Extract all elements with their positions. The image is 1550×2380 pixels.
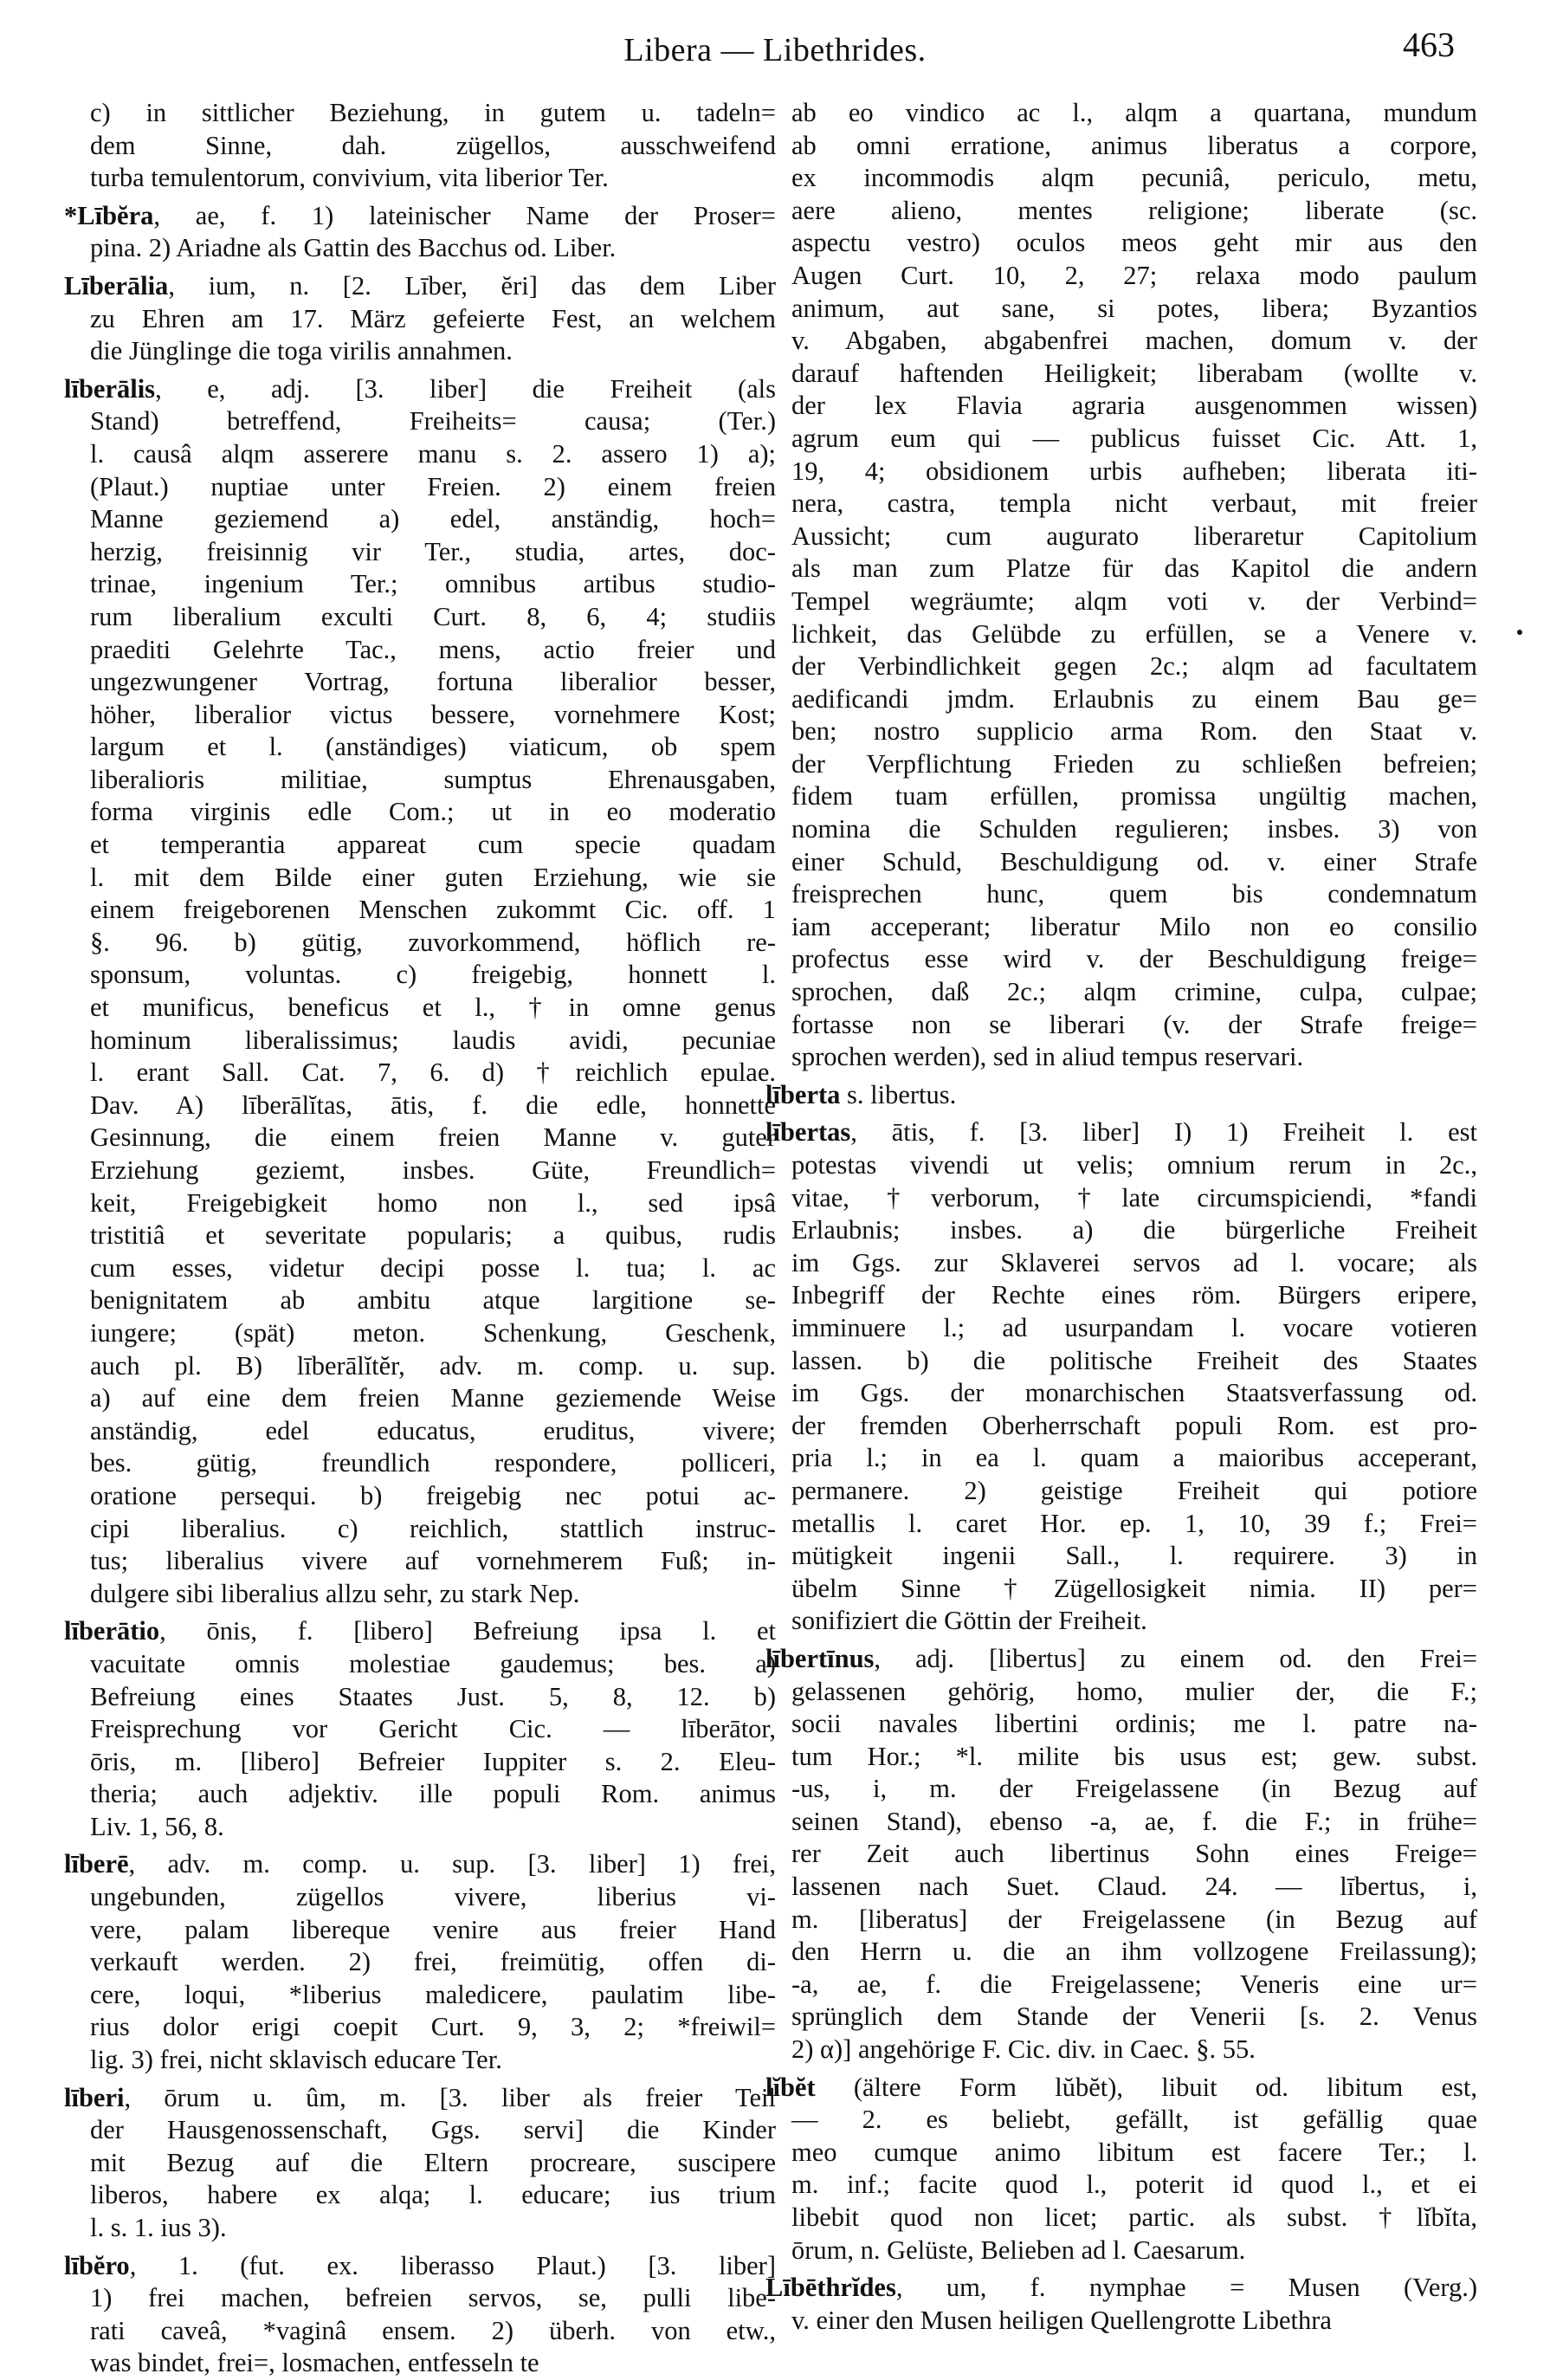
entry-line: Freisprechung vor Gericht Cic. — līberātor, (90, 1714, 776, 1744)
entry-line: metallis l. caret Hor. ep. 1, 10, 39 f.; Frei= (791, 1508, 1477, 1538)
headword: līberē (64, 1849, 129, 1879)
entry-line: dem Sinne, dah. zügellos, ausschweifend (90, 130, 776, 160)
entry-line: als man zum Platze für das Kapitol die andern (791, 553, 1477, 584)
entry-headline: līberālis, e, adj. [3. liber] die Freiheit (als (64, 373, 776, 404)
entry-line: libebit quod non licet; partic. als subst. †lĭbĭta, (791, 2202, 1477, 2232)
entry-headline: lībertas, ātis, f. [3. liber] I) 1) Freiheit l. est (765, 1117, 1477, 1148)
entry-line: seinen Stand), ebenso -a, ae, f. die F.; in frühe= (791, 1806, 1477, 1836)
entry-headline: lĭbĕt (ältere Form lŭbĕt), libuit od. libitum est, (765, 2072, 1477, 2102)
headword: līberātio (64, 1616, 160, 1646)
entry-line: Befreiung eines Staates Just. 5, 8, 12. b) (90, 1681, 776, 1711)
entry-line: mütigkeit ingenii Sall., l. requirere. 3) in (791, 1541, 1477, 1571)
entry-line: herzig, freisinnig vir Ter., studia, artes, doc- (90, 536, 776, 566)
entry-line: sponsum, voluntas. c) freigebig, honnett l. (90, 960, 776, 990)
entry-line: forma virginis edle Com.; ut in eo moderatio (90, 797, 776, 827)
entry-line: m. inf.; facite quod l., poterit id quod l., et ei (791, 2170, 1477, 2200)
entry-line: nomina die Schulden regulieren; insbes. 3) von (791, 814, 1477, 844)
entry-line: theria; auch adjektiv. ille populi Rom. animus (90, 1779, 776, 1809)
entry-line: Aussicht; cum augurato liberaretur Capitolium (791, 521, 1477, 551)
entry-headline: līberta s. libertus. (765, 1079, 957, 1109)
entry-line: ab eo vindico ac l., alqm a quartana, mundum (791, 98, 1477, 127)
entry-line: meo cumque animo libitum est facere Ter.; l. (791, 2137, 1477, 2167)
left-column (64, 97, 776, 2380)
dictionary-entry (64, 2082, 776, 2245)
entry-line: Liv. 1, 56, 8. (90, 1811, 224, 1841)
entry-line: bes. gütig, freundlich respondere, polliceri, (90, 1448, 776, 1478)
entry-line: tum Hor.; *l. milite bis usus est; gew. subst. (791, 1741, 1477, 1771)
headword: līberi (64, 2082, 125, 2112)
entry-line: aspectu vestro) oculos meos geht mir aus den (791, 228, 1477, 258)
page-number: 463 (1403, 25, 1455, 64)
entry-line: ōrum, n. Gelüste, Belieben ad l. Caesarum. (791, 2234, 1246, 2265)
dictionary-entry (765, 2272, 1477, 2337)
entry-line: verkauft werden. 2) frei, freimütig, offen di- (90, 1947, 776, 1977)
entry-line: 2) α)] angehörige F. Cic. div. in Caec. §. 55. (791, 2034, 1256, 2065)
entry-line: übelm Sinne †Zügellosigkeit nimia. II) per= (791, 1573, 1477, 1603)
entry-line: lichkeit, das Gelübde zu erfüllen, se a Venere v. (791, 618, 1477, 649)
entry-line: praediti Gelehrte Tac., mens, actio freier und (90, 634, 776, 664)
dictionary-entry (765, 1643, 1477, 2066)
entry-line: cipi liberalius. c) reichlich, stattlich instruc- (90, 1513, 776, 1543)
entry-line: sprochen, daß 2c.; alqm crimine, culpa, culpae; (791, 977, 1477, 1007)
entry-line: gelassenen gehörig, homo, mulier der, die F.; (791, 1676, 1477, 1706)
headword: *Lībĕra (64, 200, 154, 230)
entry-line: rius dolor erigi coepit Curt. 9, 3, 2; *freiwil= (90, 2012, 776, 2042)
entry-line: im Ggs. zur Sklaverei servos ad l. vocare; als (791, 1247, 1477, 1277)
entry-line: turba temulentorum, convivium, vita liberior Ter. (90, 163, 609, 193)
entry-line: im Ggs. der monarchischen Staatsverfassung od. (791, 1378, 1477, 1408)
entry-line: pina. 2) Ariadne als Gattin des Bacchus od. Liber. (90, 233, 617, 263)
entry-line: rer Zeit auch libertinus Sohn eines Freige= (791, 1839, 1477, 1869)
entry-line: l. erant Sall. Cat. 7, 6. d) †reichlich epulae. (90, 1057, 776, 1088)
dictionary-entry (64, 270, 776, 368)
entry-line: der lex Flavia agraria ausgenommen wissen) (791, 391, 1477, 421)
entry-line: der fremden Oberherrschaft populi Rom. est pro- (791, 1410, 1477, 1440)
entry-line: ex incommodis alqm pecuniâ, periculo, metu, (791, 163, 1477, 193)
entry-line: zu Ehren am 17. März gefeierte Fest, an welchem (90, 303, 776, 333)
entry-line: vacuitate omnis molestiae gaudemus; bes. a) (90, 1648, 776, 1678)
headword: lībertas (765, 1117, 851, 1148)
dictionary-entry (765, 1079, 1477, 1112)
entry-line: cum esses, videtur decipi posse l. tua; l. ac (90, 1252, 776, 1283)
entry-line: — 2. es beliebt, gefällt, ist gefällig quae (791, 2105, 1477, 2135)
headword: lĭbĕt (765, 2072, 816, 2102)
dictionary-entry (765, 2072, 1477, 2267)
entry-line: einem freigeborenen Menschen zukommt Cic. off. 1 (90, 895, 776, 925)
entry-line: ben; nostro supplicio arma Rom. den Staat v. (791, 716, 1477, 747)
dictionary-entry (64, 1848, 776, 2076)
entry-line: sprochen werden), sed in aliud tempus reservari. (791, 1042, 1304, 1072)
entry-line: tristitiâ et severitate popularis; a quibus, rudis (90, 1220, 776, 1251)
running-title: Libera — Libethrides. (623, 32, 927, 68)
entry-line: Stand) betreffend, Freiheits= causa; (Ter.) (90, 406, 776, 437)
entry-line: -a, ae, f. die Freigelassene; Veneris eine ur= (791, 1969, 1477, 1999)
entry-headline: līberē, adv. m. comp. u. sup. [3. liber] 1) frei, (64, 1849, 776, 1879)
dictionary-entry (64, 373, 776, 1611)
headword: līberālis (64, 373, 156, 404)
entry-line: l. mit dem Bilde einer guten Erziehung, wie sie (90, 862, 776, 892)
entry-line: 19, 4; obsidionem urbis aufheben; liberata iti- (791, 456, 1477, 486)
entry-line: sonifiziert die Göttin der Freiheit. (791, 1606, 1147, 1636)
entry-line: a) auf eine dem freien Manne geziemende Weise (90, 1383, 776, 1413)
entry-line: den Herrn u. die an ihm vollzogene Freilassung); (791, 1937, 1477, 1967)
entry-line: l. causâ alqm asserere manu s. 2. assero 1) a); (90, 438, 776, 469)
headword: lībertīnus (765, 1643, 875, 1673)
entry-line: ungezwungener Vortrag, fortuna liberalior besser, (90, 667, 776, 697)
entry-line: benignitatem ab ambitu atque largitione se- (90, 1285, 776, 1316)
entry-line: fortasse non se liberari (v. der Strafe freige= (791, 1009, 1477, 1039)
print-speck (1517, 630, 1522, 635)
entry-headline: lībertīnus, adj. [libertus] zu einem od. den Frei= (765, 1643, 1477, 1673)
entry-line: keit, Freigebigkeit homo non l., sed ipsâ (90, 1187, 776, 1218)
entry-headline: līberi, ōrum u. ûm, m. [3. liber als freier Teil (64, 2082, 776, 2112)
entry-line: socii navales libertini ordinis; me l. patre na- (791, 1709, 1477, 1739)
entry-line: Erziehung geziemt, insbes. Güte, Freundlich= (90, 1155, 776, 1185)
entry-line: fidem tuam erfüllen, promissa ungültig machen, (791, 781, 1477, 812)
dictionary-entry (76, 97, 776, 195)
entry-headline: lībĕro, 1. (fut. ex. liberasso Plaut.) [3. liber] (64, 2250, 776, 2280)
entry-line: anständig, edel educatus, eruditus, vivere; (90, 1415, 776, 1445)
entry-line: et munificus, beneficus et l., †in omne genus (90, 993, 776, 1023)
entry-line: potestas vivendi ut velis; omnium rerum in 2c., (791, 1150, 1477, 1180)
entry-line: profectus esse wird v. der Beschuldigung freige= (791, 944, 1477, 974)
entry-line: imminuere l.; ad usurpandam l. vocare votieren (791, 1312, 1477, 1342)
dictionary-entry (64, 1615, 776, 1843)
entry-line: permanere. 2) geistige Freiheit qui potiore (791, 1475, 1477, 1505)
headword: līberta (765, 1079, 841, 1109)
entry-line: §. 96. b) gütig, zuvorkommend, höflich re- (90, 927, 776, 957)
page-header (0, 24, 1550, 76)
entry-line: der Verpflichtung Frieden zu schließen befreien; (791, 748, 1477, 779)
entry-line: mit Bezug auf die Eltern procreare, suscipere (90, 2147, 776, 2177)
entry-line: der Hausgenossenschaft, Ggs. servi] die Kinder (90, 2115, 776, 2145)
entry-line: der Verbindlichkeit gegen 2c.; alqm ad facultatem (791, 651, 1477, 682)
entry-line: auch pl. B) līberālĭtĕr, adv. m. comp. u. sup. (90, 1350, 776, 1381)
entry-line: aedificandi jmdm. Erlaubnis zu einem Bau ge= (791, 683, 1477, 714)
entry-line: ōris, m. [libero] Befreier Iuppiter s. 2. Eleu- (90, 1746, 776, 1776)
entry-line: et temperantia appareat cum specie quadam (90, 830, 776, 860)
headword: Līberālia (64, 270, 169, 301)
entry-line: m. [liberatus] der Freigelassene (in Bezug auf (791, 1904, 1477, 1934)
entry-line: oratione persequi. b) freigebig nec potui ac- (90, 1480, 776, 1510)
entry-line: c) in sittlicher Beziehung, in gutem u. tadeln= (90, 98, 776, 127)
entry-line: 1) frei machen, befreien servos, se, pulli libe- (90, 2283, 776, 2313)
entry-line: iungere; (spät) meton. Schenkung, Geschenk, (90, 1317, 776, 1348)
entry-line: Tempel wegräumte; alqm voti v. der Verbind= (791, 585, 1477, 616)
entry-line: Dav. A) līberālĭtas, ātis, f. die edle, honnette (90, 1090, 776, 1120)
entry-line: Inbegriff der Rechte eines röm. Bürgers eripere, (791, 1280, 1477, 1310)
entry-line: v. Abgaben, abgabenfrei machen, domum v. der (791, 326, 1477, 356)
entry-line: nera, castra, templa nicht verbaut, mit freier (791, 488, 1477, 519)
entry-line: sprünglich dem Stande der Venerii [s. 2. Venus (791, 2002, 1477, 2032)
entry-line: lassen. b) die politische Freiheit des Staates (791, 1345, 1477, 1375)
entry-line: iam acceperant; liberatur Milo non eo consilio (791, 911, 1477, 941)
entry-headline: Lībēthrĭdes, um, f. nymphae = Musen (Verg.) (765, 2273, 1477, 2303)
entry-line: rati caveâ, *vaginâ ensem. 2) überh. von etw., (90, 2315, 776, 2345)
entry-line: Erlaubnis; insbes. a) die bürgerliche Freiheit (791, 1215, 1477, 1245)
entry-line: l. s. 1. ius 3). (90, 2213, 227, 2242)
entry-line: lig. 3) frei, nicht sklavisch educare Ter. (90, 2045, 502, 2075)
entry-line: liberalioris militiae, sumptus Ehrenausgaben, (90, 764, 776, 794)
entry-headline: *Lībĕra, ae, f. 1) lateinischer Name der Proser= (64, 200, 776, 230)
entry-line: vere, palam libereque venire aus freier Hand (90, 1914, 776, 1944)
dictionary-entry (778, 97, 1477, 1074)
entry-line: rum liberalium exculti Curt. 8, 6, 4; studiis (90, 601, 776, 631)
entry-line: Gesinnung, die einem freien Manne v. guter (90, 1122, 776, 1153)
entry-line: ab omni erratione, animus liberatus a corpore, (791, 130, 1477, 160)
entry-line: lassenen nach Suet. Claud. 24. — lībertus, i, (791, 1872, 1477, 1902)
entry-line: hominum liberalissimus; laudis avidi, pecuniae (90, 1025, 776, 1055)
entry-line: die Jünglinge die toga virilis annahmen. (90, 336, 513, 366)
entry-line: aere alieno, mentes religione; liberate (sc. (791, 195, 1477, 225)
entry-line: -us, i, m. der Freigelassene (in Bezug auf (791, 1774, 1477, 1804)
entry-line: einer Schuld, Beschuldigung od. v. einer Strafe (791, 846, 1477, 876)
entry-line: was bindet, frei=, losmachen, entfesseln te (90, 2348, 539, 2378)
headword: Lībēthrĭdes (765, 2273, 896, 2303)
entry-line: vitae, †verborum, †late circumspiciendi, *fandi (791, 1182, 1477, 1213)
entry-line: trinae, ingenium Ter.; omnibus artibus studio- (90, 569, 776, 599)
entry-line: largum et l. (anständiges) viaticum, ob spem (90, 732, 776, 762)
entry-line: cere, loqui, *liberius maledicere, paulatim libe- (90, 1979, 776, 2009)
dictionary-entry (64, 200, 776, 265)
right-column (765, 97, 1477, 2337)
entry-headline: līberātio, ōnis, f. [libero] Befreiung ipsa l. et (64, 1616, 776, 1646)
entry-line: Augen Curt. 10, 2, 27; relaxa modo paulum (791, 260, 1477, 290)
entry-line: animum, aut sane, si potes, libera; Byzantios (791, 293, 1477, 323)
entry-line: Manne geziemend a) edel, anständig, hoch= (90, 504, 776, 534)
entry-line: dulgere sibi liberalius allzu sehr, zu stark Nep. (90, 1578, 580, 1608)
entry-line: (Plaut.) nuptiae unter Freien. 2) einem freien (90, 471, 776, 501)
entry-headline: Līberālia, ium, n. [2. Līber, ĕri] das dem Liber (64, 270, 776, 301)
entry-line: freisprechen hunc, quem bis condemnatum (791, 879, 1477, 909)
entry-line: höher, liberalior victus bessere, vornehmere Kost; (90, 699, 776, 729)
entry-line: liberos, habere ex alqa; l. educare; ius trium (90, 2180, 776, 2210)
headword: lībĕro (64, 2250, 130, 2280)
entry-line: pria l.; in ea l. quam a maioribus acceperant, (791, 1443, 1477, 1473)
entry-line: v. einer den Musen heiligen Quellengrotte Libethra (791, 2305, 1332, 2335)
entry-line: tus; liberalius vivere auf vornehmerem Fuß; in- (90, 1546, 776, 1576)
entry-line: agrum eum qui — publicus fuisset Cic. Att. 1, (791, 423, 1477, 453)
dictionary-entry (765, 1116, 1477, 1638)
entry-line: ungebunden, zügellos vivere, liberius vi- (90, 1882, 776, 1912)
entry-line: darauf haftenden Heiligkeit; liberabam (wollte v. (791, 358, 1477, 388)
